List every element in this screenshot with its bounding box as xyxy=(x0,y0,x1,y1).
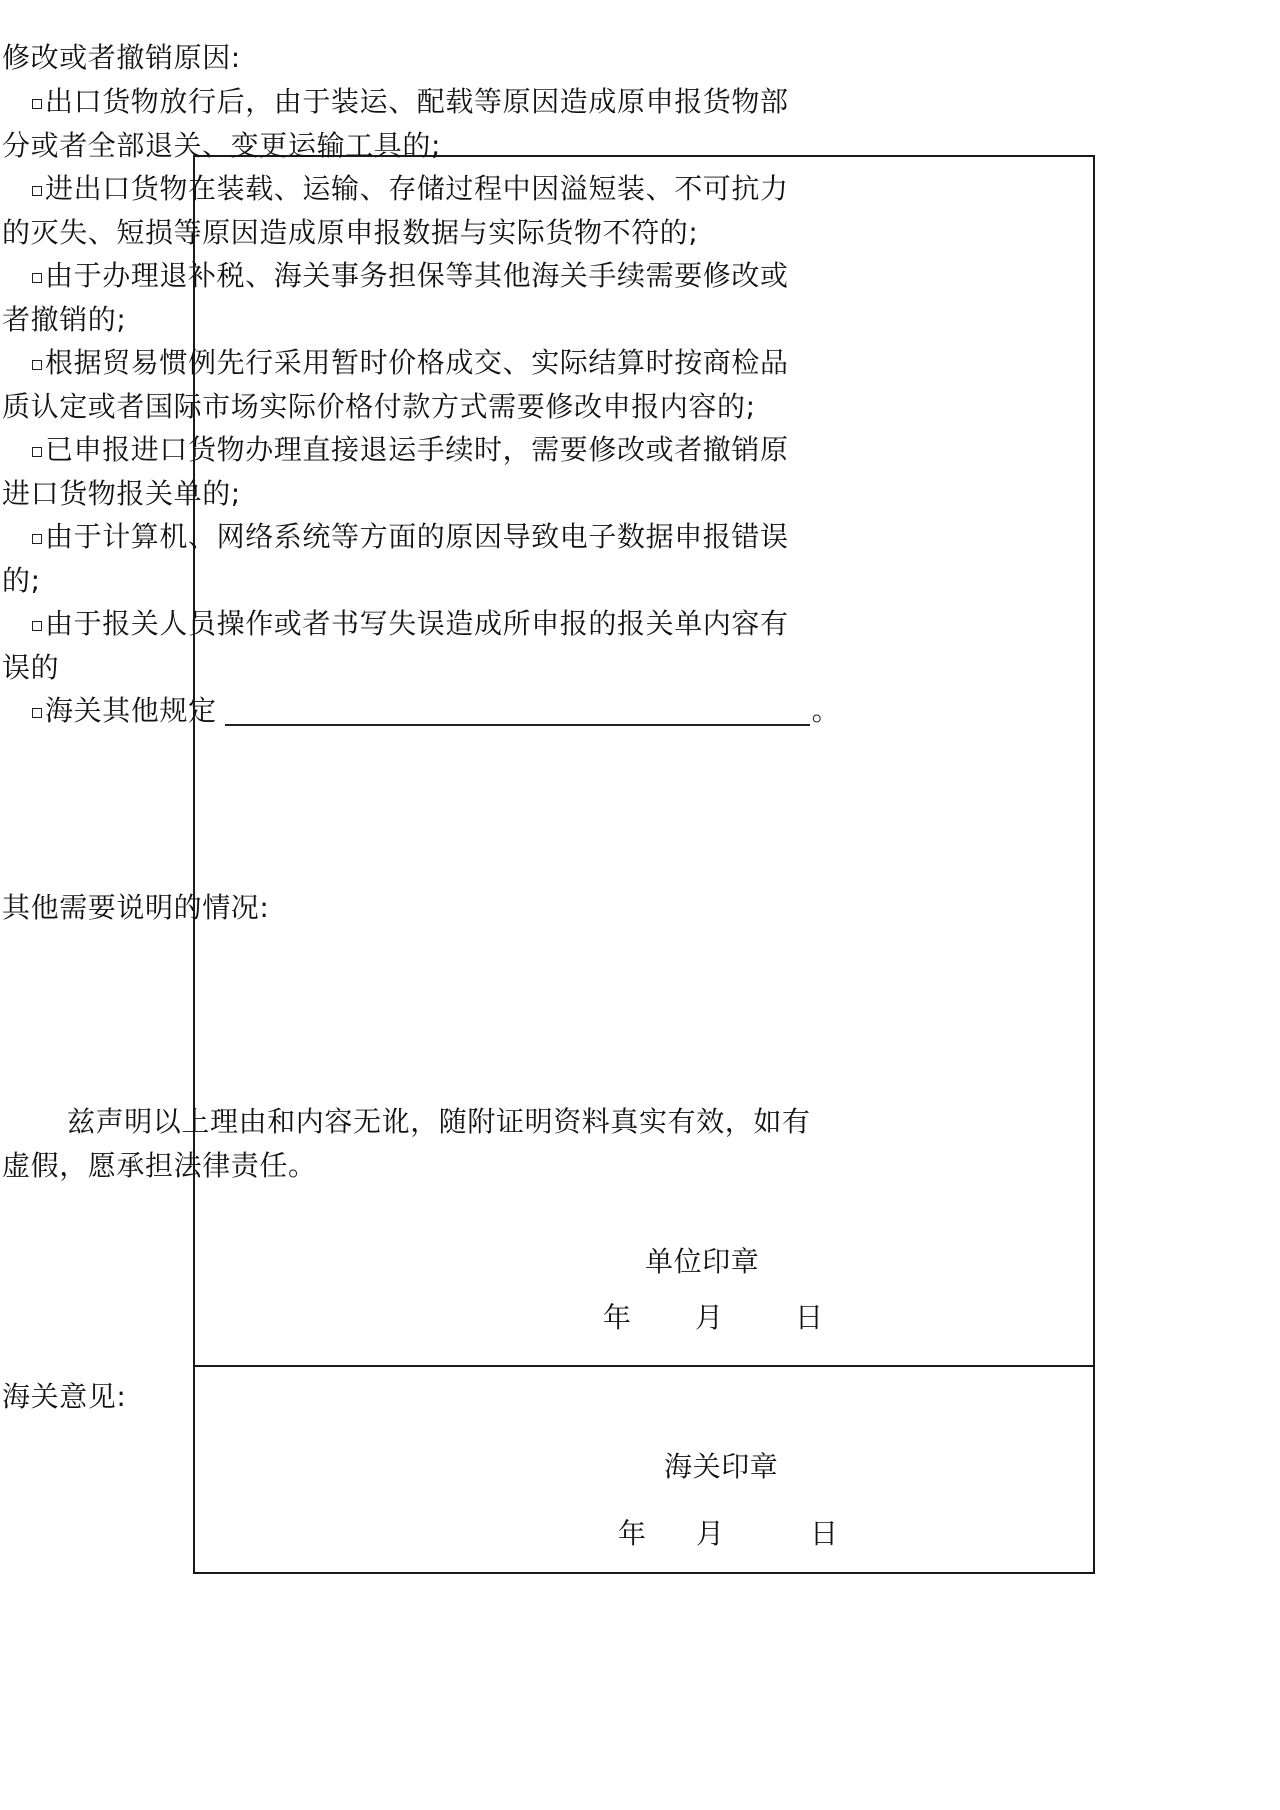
reason-item xyxy=(2,167,898,254)
checkbox-icon[interactable] xyxy=(32,447,42,457)
unit-seal-label: 单位印章 xyxy=(645,1245,760,1278)
checkbox-icon[interactable] xyxy=(32,273,42,283)
checkbox-icon[interactable] xyxy=(32,708,42,718)
reason-item xyxy=(2,515,898,602)
reason-line: 由于计算机、网络系统等方面的原因导致电子数据申报错误 xyxy=(45,520,789,553)
other-rule-blank-field[interactable] xyxy=(225,694,810,726)
date-day: 日 xyxy=(795,1301,824,1334)
declaration-line: 兹声明以上理由和内容无讹，随附证明资料真实有效，如有 xyxy=(67,1105,811,1138)
applicant-date xyxy=(603,1296,843,1340)
declaration xyxy=(2,1100,811,1187)
reason-item xyxy=(2,428,898,515)
customs-seal-label: 海关印章 xyxy=(664,1450,779,1483)
reason-line: 根据贸易惯例先行采用暂时价格成交、实际结算时按商检品 xyxy=(45,346,789,379)
reason-line: 质认定或者国际市场实际价格付款方式需要修改申报内容的; xyxy=(2,389,756,423)
reason-item xyxy=(2,254,898,341)
reasons-heading: 修改或者撤销原因: xyxy=(2,41,241,74)
date-month: 月 xyxy=(695,1301,724,1334)
customs-opinion-label: 海关意见: xyxy=(2,1380,127,1413)
checkbox-icon[interactable] xyxy=(32,534,42,544)
reason-line: 分或者全部退关、变更运输工具的; xyxy=(2,128,442,162)
reason-line: 的灭失、短损等原因造成原申报数据与实际货物不符的; xyxy=(2,215,699,249)
reason-line: 进出口货物在装载、运输、存储过程中因溢短装、不可抗力 xyxy=(45,172,789,205)
other-rule-label: 海关其他规定 xyxy=(45,694,217,727)
date-day: 日 xyxy=(810,1517,839,1550)
reason-line: 误的 xyxy=(2,650,60,684)
declaration-line: 虚假，愿承担法律责任。 xyxy=(2,1148,317,1182)
reason-line: 已申报进口货物办理直接退运手续时，需要修改或者撤销原 xyxy=(45,433,789,466)
reason-line: 由于报关人员操作或者书写失误造成所申报的报关单内容有 xyxy=(45,607,789,640)
date-year: 年 xyxy=(618,1517,647,1550)
reason-item-other-rule xyxy=(2,689,898,733)
reason-item xyxy=(2,602,898,689)
reason-line: 出口货物放行后，由于装运、配载等原因造成原申报货物部 xyxy=(45,85,789,118)
customs-date xyxy=(618,1512,858,1556)
reason-item xyxy=(2,80,898,167)
reason-item xyxy=(2,341,898,428)
reason-line: 进口货物报关单的; xyxy=(2,476,241,510)
checkbox-icon[interactable] xyxy=(32,99,42,109)
reason-line: 者撤销的; xyxy=(2,302,127,336)
other-info-label: 其他需要说明的情况: xyxy=(2,891,270,924)
reason-line: 的; xyxy=(2,563,41,597)
reason-line: 由于办理退补税、海关事务担保等其他海关手续需要修改或 xyxy=(45,259,789,292)
checkbox-icon[interactable] xyxy=(32,621,42,631)
date-year: 年 xyxy=(603,1301,632,1334)
checkbox-icon[interactable] xyxy=(32,186,42,196)
date-month: 月 xyxy=(696,1517,725,1550)
checkbox-icon[interactable] xyxy=(32,360,42,370)
reason-list xyxy=(2,80,898,733)
other-rule-end-mark: 。 xyxy=(811,694,841,727)
